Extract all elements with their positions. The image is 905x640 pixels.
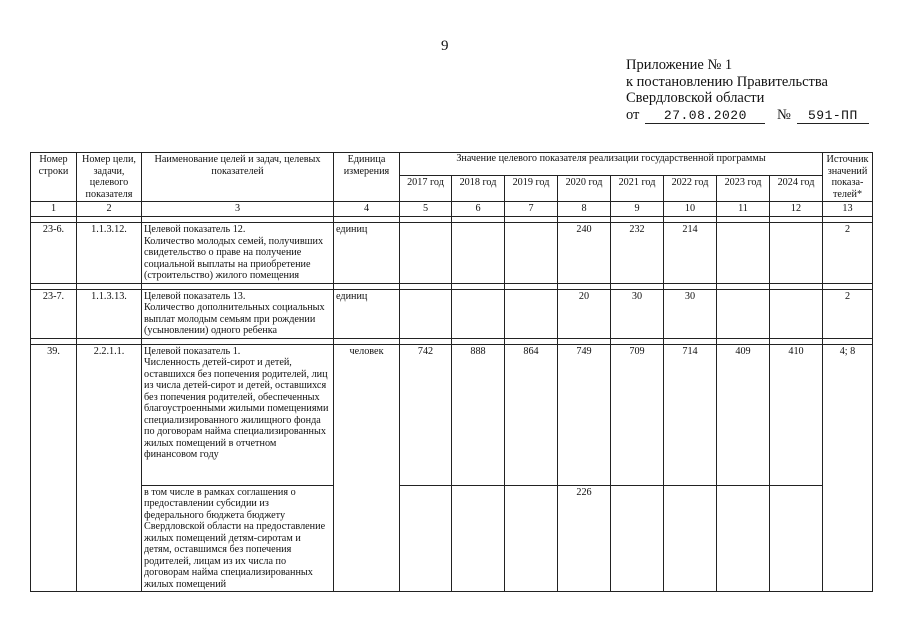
header-year: 2023 год xyxy=(717,175,770,201)
value-cell: 714 xyxy=(664,344,717,485)
table-row xyxy=(31,344,873,485)
value-cell xyxy=(717,485,770,592)
header-year: 2018 год xyxy=(452,175,505,201)
unit-cell: человек xyxy=(334,344,400,592)
value-cell xyxy=(505,289,558,338)
value-cell: 409 xyxy=(717,344,770,485)
value-cell xyxy=(770,289,823,338)
col-number: 6 xyxy=(452,202,505,217)
decree-date: 27.08.2020 xyxy=(645,109,765,124)
value-cell: 888 xyxy=(452,344,505,485)
source-cell: 2 xyxy=(823,223,873,284)
value-cell: 864 xyxy=(505,344,558,485)
value-cell: 30 xyxy=(664,289,717,338)
goal-number: 2.2.1.1. xyxy=(77,344,142,592)
header-row-1 xyxy=(31,153,873,176)
appendix-header xyxy=(626,57,869,124)
appendix-line-2: к постановлению Правительства xyxy=(626,73,828,90)
value-cell xyxy=(452,289,505,338)
col-number: 13 xyxy=(823,202,873,217)
header-goal-no: Номер цели, задачи, целевого показателя xyxy=(77,153,142,202)
source-cell: 4; 8 xyxy=(823,344,873,592)
col-number: 12 xyxy=(770,202,823,217)
value-cell xyxy=(770,223,823,284)
header-year: 2024 год xyxy=(770,175,823,201)
col-number: 7 xyxy=(505,202,558,217)
row-number: 23-7. xyxy=(31,289,77,338)
value-cell: 232 xyxy=(611,223,664,284)
row-number: 39. xyxy=(31,344,77,592)
goal-number: 1.1.3.12. xyxy=(77,223,142,284)
col-number: 2 xyxy=(77,202,142,217)
value-cell xyxy=(452,223,505,284)
value-cell xyxy=(505,485,558,592)
value-cell: 709 xyxy=(611,344,664,485)
header-year: 2019 год xyxy=(505,175,558,201)
col-number: 3 xyxy=(142,202,334,217)
column-number-row xyxy=(31,202,873,217)
header-row-no: Номер строки xyxy=(31,153,77,202)
decree-number: 591-ПП xyxy=(797,109,869,124)
col-number: 4 xyxy=(334,202,400,217)
value-cell xyxy=(664,485,717,592)
appendix-title: Приложение № 1 xyxy=(626,57,733,73)
value-cell: 410 xyxy=(770,344,823,485)
header-year: 2022 год xyxy=(664,175,717,201)
value-cell xyxy=(717,289,770,338)
value-cell: 214 xyxy=(664,223,717,284)
value-cell xyxy=(611,485,664,592)
indicators-table xyxy=(30,152,873,592)
col-number: 5 xyxy=(400,202,452,217)
indicator-name: Целевой показатель 12. Количество молодых семей, получивших свидетельство о праве на получение социальной выплаты на приобретение (строительство) жилого помещения xyxy=(142,223,334,284)
header-name: Наименование целей и задач, целевых показателей xyxy=(142,153,334,202)
source-cell: 2 xyxy=(823,289,873,338)
col-number: 8 xyxy=(558,202,611,217)
col-number: 1 xyxy=(31,202,77,217)
unit-cell: единиц xyxy=(334,223,400,284)
unit-cell: единиц xyxy=(334,289,400,338)
value-cell xyxy=(452,485,505,592)
table-row xyxy=(31,223,873,284)
value-cell: 226 xyxy=(558,485,611,592)
header-source: Источник значений показа-телей* xyxy=(823,153,873,202)
appendix-line-3: Свердловской области xyxy=(626,90,765,106)
value-cell xyxy=(717,223,770,284)
page-number: 9 xyxy=(441,38,449,54)
row-number: 23-6. xyxy=(31,223,77,284)
value-cell xyxy=(400,485,452,592)
value-cell: 30 xyxy=(611,289,664,338)
value-cell xyxy=(400,223,452,284)
goal-number: 1.1.3.13. xyxy=(77,289,142,338)
decree-date-line xyxy=(626,107,869,124)
header-year: 2021 год xyxy=(611,175,664,201)
col-number: 9 xyxy=(611,202,664,217)
value-cell: 240 xyxy=(558,223,611,284)
header-year: 2017 год xyxy=(400,175,452,201)
indicator-name: Целевой показатель 13. Количество дополнительных социальных выплат молодым семьям при рождении (усыновлении) одного ребенка xyxy=(142,289,334,338)
value-cell: 742 xyxy=(400,344,452,485)
value-cell xyxy=(400,289,452,338)
header-year: 2020 год xyxy=(558,175,611,201)
header-values-title: Значение целевого показателя реализации государственной программы xyxy=(400,153,823,176)
table-row-sub xyxy=(31,485,873,592)
col-number: 10 xyxy=(664,202,717,217)
indicator-sub-name: в том числе в рамках соглашения о предоставлении субсидии из федерального бюджета бюджету Свердловской области на предоставление жилых помещений детям-сиротам и детям, оставшимся без попечения родителей, лицам из их числа по договорам найма специализированных жилых помещений xyxy=(142,485,334,592)
col-number: 11 xyxy=(717,202,770,217)
number-label: № xyxy=(777,106,791,123)
value-cell xyxy=(770,485,823,592)
header-unit: Единица измерения xyxy=(334,153,400,202)
from-label: от xyxy=(626,106,640,123)
value-cell: 20 xyxy=(558,289,611,338)
value-cell xyxy=(505,223,558,284)
indicator-name: Целевой показатель 1. Численность детей-сирот и детей, оставшихся без попечения родителей, лиц из числа детей-сирот и детей, оставшихся без попечения родителей, обеспеченных благоустроенными жилыми помещениями специализированного жилищного фонда по договорам найма специализированных жилых помещений в отчетном финансовом году xyxy=(142,344,334,485)
value-cell: 749 xyxy=(558,344,611,485)
table-row xyxy=(31,289,873,338)
